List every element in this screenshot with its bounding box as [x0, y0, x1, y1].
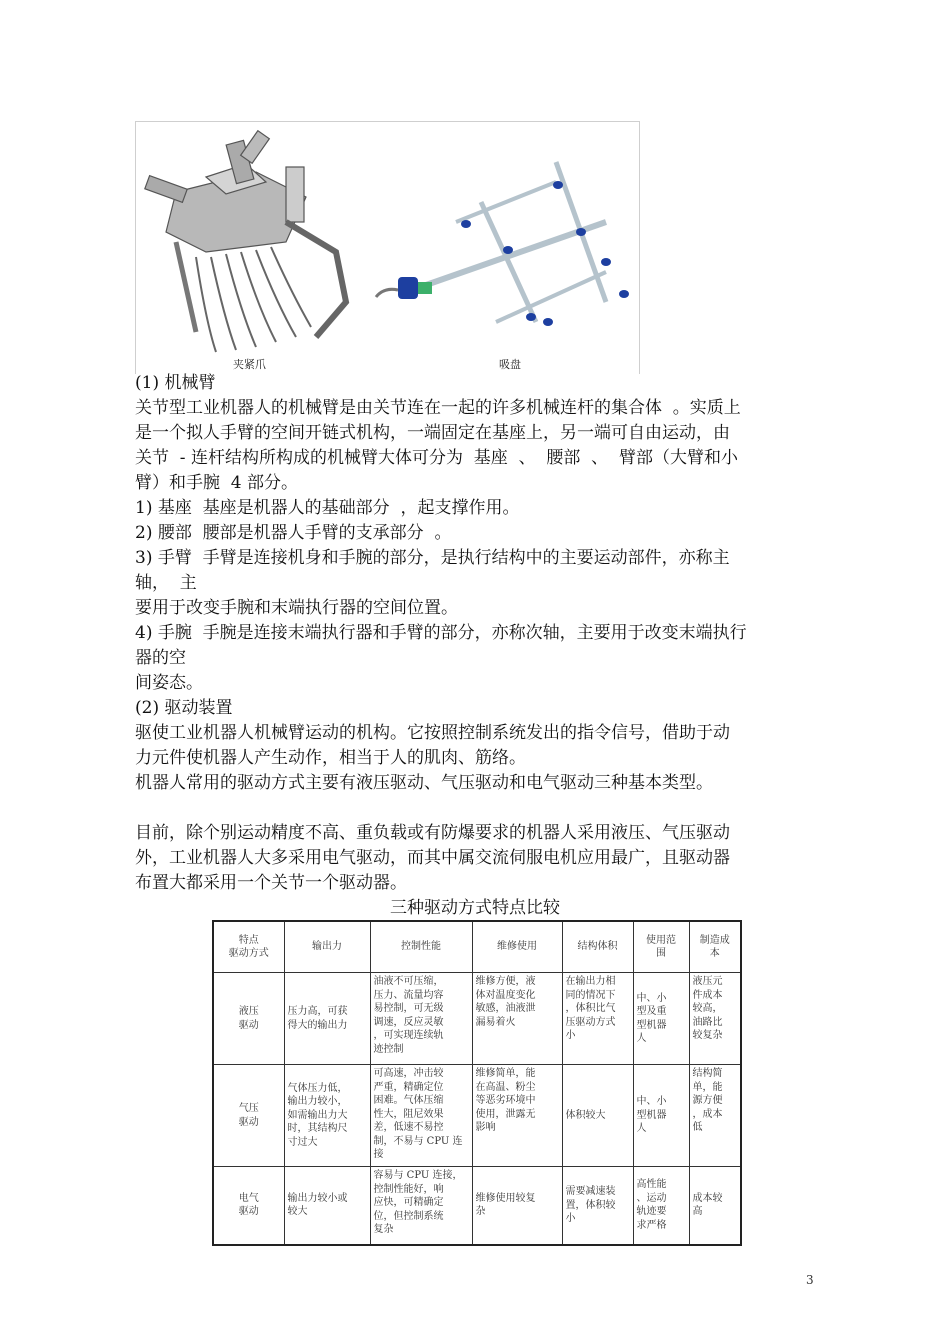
table-row: [213, 1065, 741, 1167]
table-header-cell: 控制性能: [370, 921, 472, 973]
paragraph-line: 力元件使机器人产生动作，相当于人的肌肉、筋络。: [135, 748, 526, 768]
list-item-wrist-cont: 器的空: [135, 648, 186, 668]
suction-cup-drawing: [376, 162, 629, 326]
list-item-arm: 3) 手臂 手臂是连接机身和手腕的部分，是执行结构中的主要运动部件，亦称主: [135, 548, 730, 568]
paragraph-line: 是一个拟人手臂的空间开链式机构，一端固定在基座上，另一端可自由运动，由: [135, 423, 730, 443]
table-cell: 中、小 型及重 型机器 人: [633, 973, 689, 1065]
table-cell: 结构简 单，能 源方便 ，成本 低: [689, 1065, 741, 1167]
table-cell: 高性能 、运动 轨迹要 求严格: [633, 1167, 689, 1245]
page-number: 3: [806, 1273, 814, 1287]
table-cell: 压力高，可获 得大的输出力: [284, 973, 370, 1065]
table-cell: 液压 驱动: [213, 973, 284, 1065]
table-cell: 液压元 件成本 较高， 油路比 较复杂: [689, 973, 741, 1065]
blank-line: [135, 796, 825, 821]
table-header-cell: 特点 驱动方式: [213, 921, 284, 973]
paragraph-line: 机器人常用的驱动方式主要有液压驱动、气压驱动和电气驱动三种基本类型。: [135, 773, 713, 793]
table-header-cell: 输出力: [284, 921, 370, 973]
table-title: 三种驱动方式特点比较: [390, 898, 560, 918]
list-item-arm-cont: 要用于改变手腕和末端执行器的空间位置。: [135, 598, 458, 618]
line-section-2-heading: (2) 驱动装置: [135, 698, 233, 718]
table-cell: 输出力较小或 较大: [284, 1167, 370, 1245]
paragraph-line: 关节型工业机器人的机械臂是由关节连在一起的许多机械连杆的集合体 。实质上: [135, 398, 741, 418]
table-cell: 电气 驱动: [213, 1167, 284, 1245]
robot-gripper-figure: [135, 121, 640, 374]
paragraph-line: 臂）和手腕 4 部分。: [135, 473, 299, 493]
table-cell: 需要减速装 置，体积较 小: [562, 1167, 633, 1245]
table-cell: 气体压力低， 输出力较小， 如需输出力大 时，其结构尺 寸过大: [284, 1065, 370, 1167]
gripper-illustration: [136, 122, 639, 374]
table-header-cell: 使用范 围: [633, 921, 689, 973]
list-item-wrist: 4) 手腕 手腕是连接末端执行器和手臂的部分，亦称次轴，主要用于改变末端执行: [135, 623, 747, 643]
table-header-cell: 维修使用: [472, 921, 562, 973]
table-header-cell: 结构体积: [562, 921, 633, 973]
clamp-gripper-drawing: [145, 131, 346, 352]
comparison-table: [212, 920, 742, 1246]
table-cell: 可高速，冲击较 严重，精确定位 困难。气体压缩 性大，阻尼效果 差，低速不易控 制，不易与 CPU 连 接: [370, 1065, 472, 1167]
body-text: [135, 371, 825, 896]
paragraph-line: 外，工业机器人大多采用电气驱动，而其中属交流伺服电机应用最广，且驱动器: [135, 848, 730, 868]
table-header-cell: 制造成 本: [689, 921, 741, 973]
table-cell: 维修简单，能 在高温、粉尘 等恶劣环境中 使用，泄露无 影响: [472, 1065, 562, 1167]
paragraph-line: 关节 - 连杆结构所构成的机械臂大体可分为 基座 、 腰部 、 臂部（大臂和小: [135, 448, 738, 468]
table-cell: 油液不可压缩， 压力、流量均容 易控制，可无级 调速，反应灵敏 ，可实现连续轨 迹控制: [370, 973, 472, 1065]
table-cell: 中、小 型机器 人: [633, 1065, 689, 1167]
caption-clamp: 夹紧爪: [233, 358, 266, 371]
table-row: [213, 973, 741, 1065]
table-cell: 维修使用较复 杂: [472, 1167, 562, 1245]
table-cell: 在输出力相 同的情况下 ，体积比气 压驱动方式 小: [562, 973, 633, 1065]
list-item-waist: 2) 腰部 腰部是机器人手臂的支承部分 。: [135, 523, 452, 543]
table-cell: 成本较 高: [689, 1167, 741, 1245]
table-cell: 气压 驱动: [213, 1065, 284, 1167]
paragraph-line: 布置大都采用一个关节一个驱动器。: [135, 873, 407, 893]
list-item-wrist-cont: 间姿态。: [135, 673, 203, 693]
line-section-1-heading: (1) 机械臂: [135, 373, 216, 393]
caption-suction: 吸盘: [499, 358, 521, 371]
list-item-arm-cont: 轴， 主: [135, 573, 197, 593]
table-row: [213, 1167, 741, 1245]
paragraph-line: 目前，除个别运动精度不高、重负载或有防爆要求的机器人采用液压、气压驱动: [135, 823, 730, 843]
paragraph-line: 驱使工业机器人机械臂运动的机构。它按照控制系统发出的指令信号，借助于动: [135, 723, 730, 743]
list-item-base: 1) 基座 基座是机器人的基础部分 ，起支撑作用。: [135, 498, 520, 518]
table-cell: 容易与 CPU 连接， 控制性能好，响 应快，可精确定 位，但控制系统 复杂: [370, 1167, 472, 1245]
table-header-row: [213, 921, 741, 973]
table-cell: 体积较大: [562, 1065, 633, 1167]
table-cell: 维修方便，液 体对温度变化 敏感，油液泄 漏易着火: [472, 973, 562, 1065]
